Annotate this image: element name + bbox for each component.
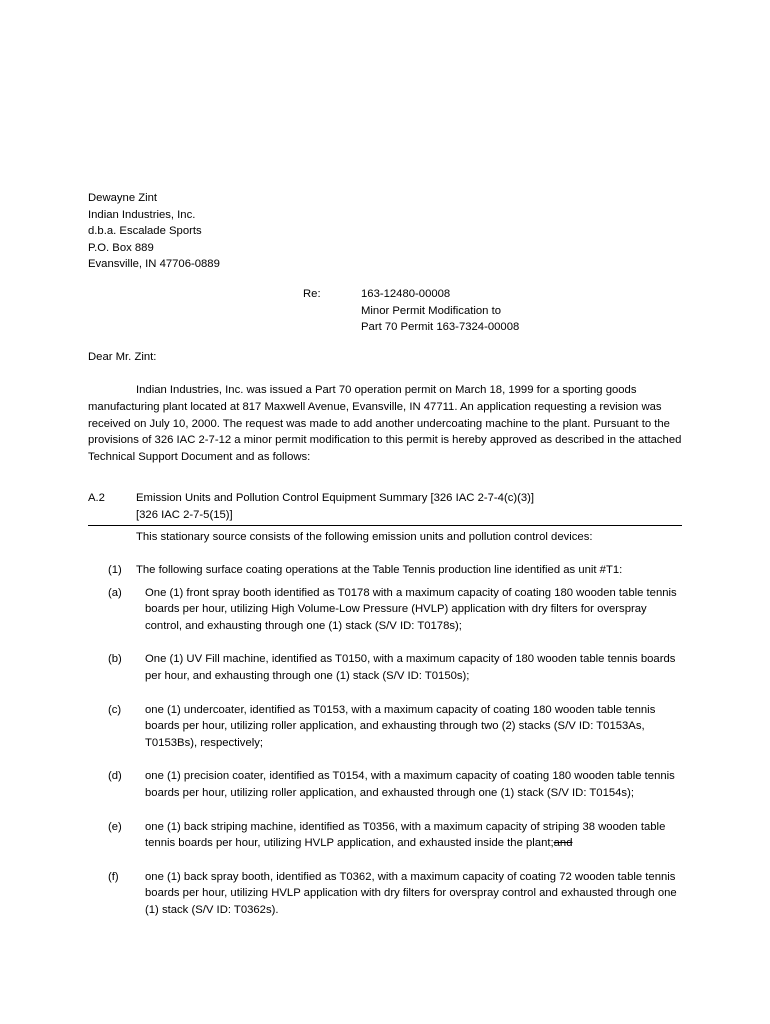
list-item	[88, 768, 682, 801]
sub-list	[88, 585, 682, 919]
re-line	[303, 286, 682, 303]
re-line	[303, 319, 682, 336]
re-label-spacer	[303, 319, 361, 336]
address-line: Evansville, IN 47706-0889	[88, 258, 220, 271]
section-heading	[88, 490, 682, 507]
list-item-text: The following surface coating operations at the Table Tennis production line identified as unit #T1:	[136, 564, 623, 577]
re-reference-permit: Part 70 Permit 163-7324-00008	[361, 321, 520, 334]
address-line: P.O. Box 889	[88, 241, 154, 254]
sub-item-text: One (1) front spray booth identified as T0178 with a maximum capacity of coating 180 wooden table tennis boards per hour, utilizing High Volume-Low Pressure (HVLP) application with dry filters for overspray control, and exhausting through one (1) stack (S/V ID: T0178s);	[145, 586, 677, 632]
re-block	[303, 286, 682, 336]
recipient-address-block	[88, 190, 682, 273]
sub-item-label: (a)	[108, 586, 122, 599]
sub-item-body	[145, 819, 682, 852]
list-item	[88, 869, 682, 919]
list-item-body	[136, 562, 682, 579]
section-citation-row	[88, 507, 682, 526]
sub-item-label: (b)	[108, 653, 122, 666]
list-item	[88, 585, 682, 635]
address-line: Indian Industries, Inc.	[88, 208, 196, 221]
re-label: Re:	[303, 287, 321, 300]
list-item	[88, 651, 682, 684]
address-line: d.b.a. Escalade Sports	[88, 225, 202, 238]
section-number: A.2	[88, 492, 105, 505]
re-permit-number: 163-12480-00008	[361, 287, 451, 300]
sub-item-text: One (1) UV Fill machine, identified as T0150, with a maximum capacity of 180 wooden table tennis boards per hour, and exhausting through one (1) stack (S/V ID: T0150s);	[145, 653, 676, 683]
re-subject: Minor Permit Modification to	[361, 304, 502, 317]
re-label-spacer	[303, 303, 361, 320]
list-item	[88, 702, 682, 752]
list-item	[88, 819, 682, 852]
section-title: Emission Units and Pollution Control Equipment Summary [326 IAC 2-7-4(c)(3)]	[136, 492, 535, 505]
list-item	[88, 562, 682, 579]
sub-item-text: one (1) back spray booth, identified as T0362, with a maximum capacity of coating 72 wooden table tennis boards per hour, utilizing HVLP application with dry filters for overspray control and exhausted through one (1) stack (S/V ID: T0362s).	[145, 870, 677, 916]
re-line	[303, 303, 682, 320]
section-lead-in: This stationary source consists of the following emission units and pollution control devices:	[136, 530, 593, 543]
salutation: Dear Mr. Zint:	[88, 350, 157, 363]
sub-item-label: (d)	[108, 770, 122, 783]
sub-item-text: one (1) precision coater, identified as T0154, with a maximum capacity of coating 180 wooden table tennis boards per hour, utilizing roller application, and exhausted through one (1) stack (S/V ID: T0154s);	[145, 770, 675, 800]
sub-item-text: one (1) undercoater, identified as T0153, with a maximum capacity of coating 180 wooden table tennis boards per hour, utilizing roller application, and exhausting through two (2) stacks (S/V ID: T0153As, T0153Bs), respectively;	[145, 703, 656, 749]
sub-item-label: (f)	[108, 870, 119, 883]
sub-item-text: one (1) back striping machine, identified as T0356, with a maximum capacity of striping 38 wooden table tennis boards per hour, utilizing HVLP application, and exhausted inside the plant;	[145, 820, 666, 850]
citation-indent	[88, 507, 136, 524]
body-paragraph	[88, 382, 682, 465]
address-line: Dewayne Zint	[88, 192, 158, 204]
section-citation: [326 IAC 2-7-5(15)]	[136, 508, 233, 521]
section-a2	[88, 490, 682, 918]
body-paragraph-text: Indian Industries, Inc. was issued a Part 70 operation permit on March 18, 1999 for a sporting goods manufacturing plant located at 817 Maxwell Avenue, Evansville, IN 47711. An application requesting a revision was received on July 10, 2000. The request was made to add another undercoating machine to the plant. Pursuant to the provisions of 326 IAC 2-7-12 a minor permit modification to this permit is hereby approved as described in the attached Technical Support Document and as follows:	[88, 384, 682, 463]
sub-item-label: (c)	[108, 703, 122, 716]
sub-item-label: (e)	[108, 820, 122, 833]
list-item-number: (1)	[108, 564, 122, 577]
struck-text: and	[553, 837, 573, 850]
